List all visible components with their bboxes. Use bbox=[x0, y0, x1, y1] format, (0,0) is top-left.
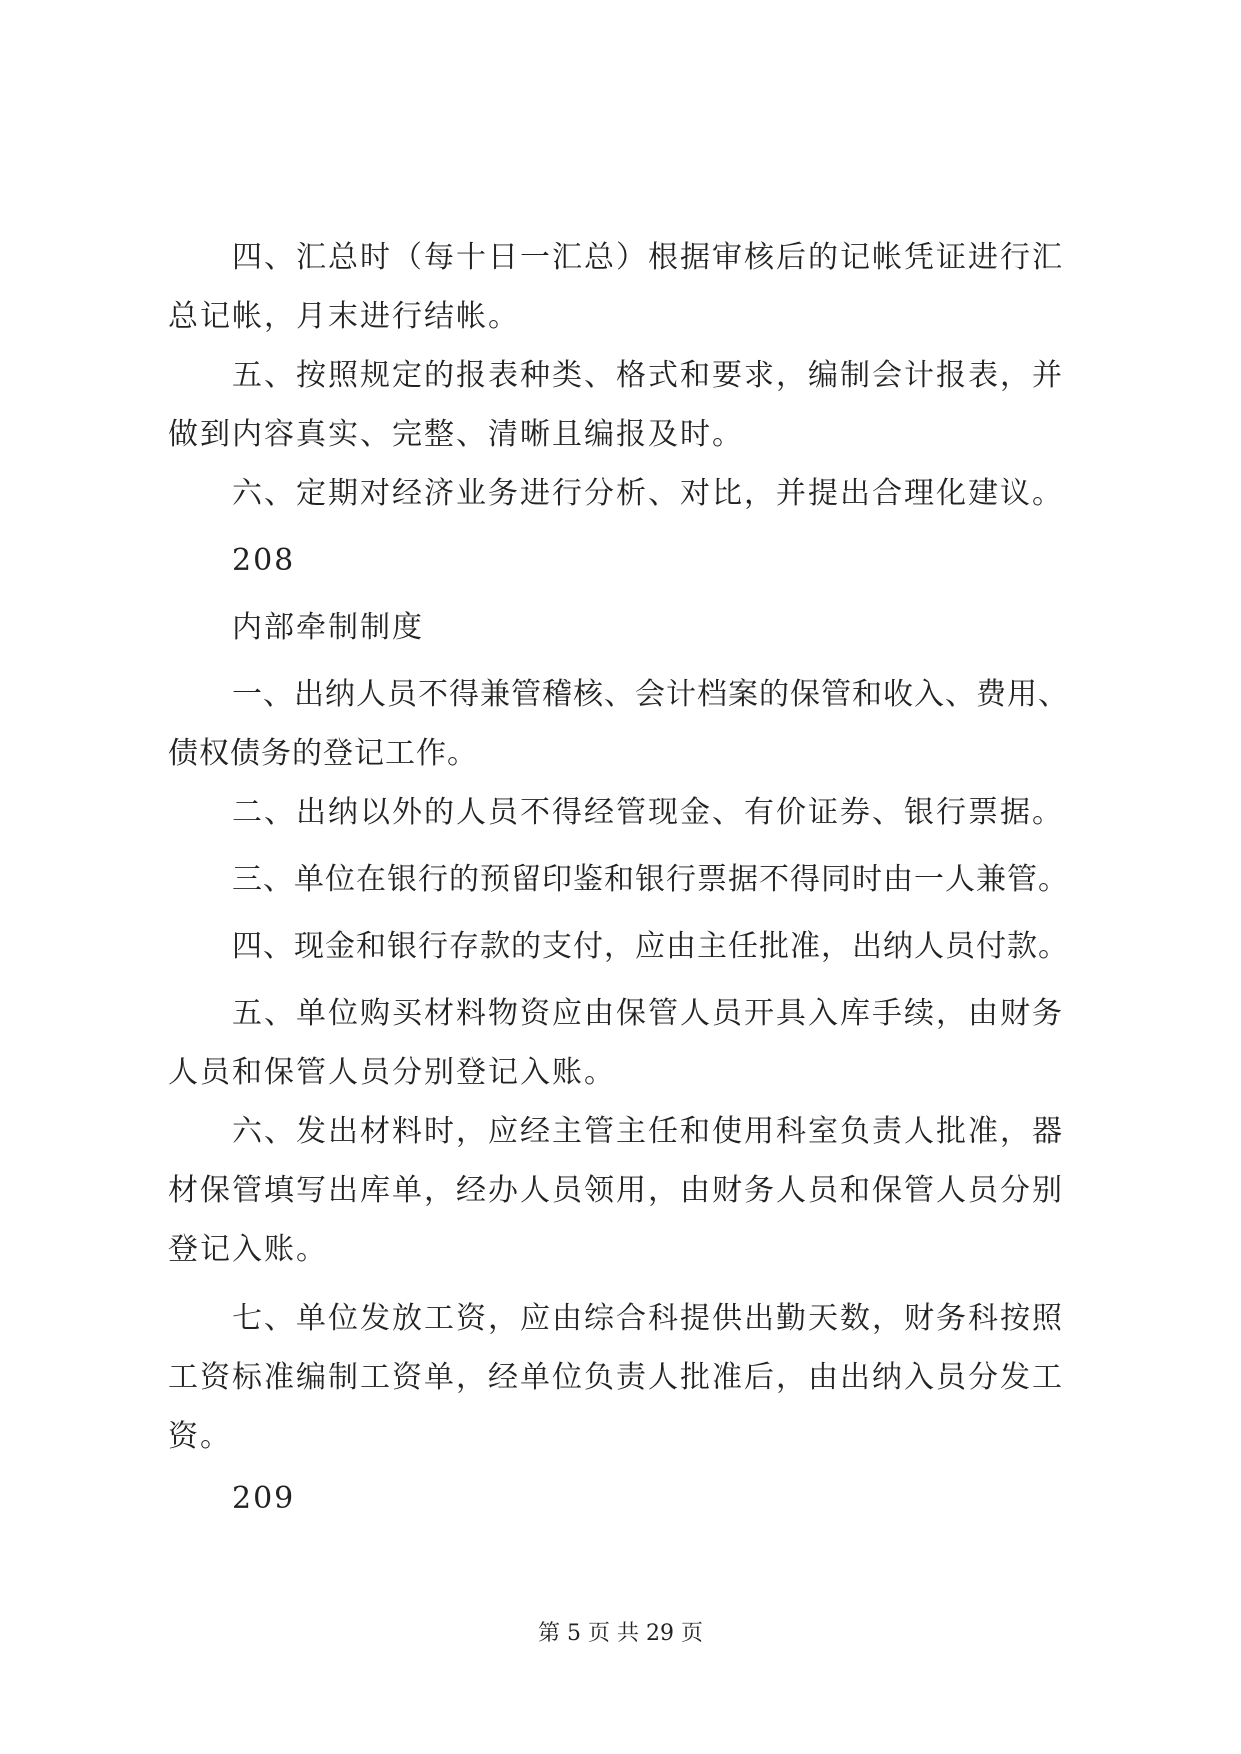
paragraph-material-purchase: 五、单位购买材料物资应由保管人员开具入库手续，由财务人员和保管人员分别登记入账。 bbox=[168, 996, 1064, 1090]
paragraph-payroll: 七、单位发放工资，应由综合科提供出勤天数，财务科按照工资标准编制工资单，经单位负责人批准后，由出纳入员分发工资。 bbox=[168, 1301, 1064, 1454]
page-footer: 第 5 页 共 29 页 bbox=[538, 1621, 703, 1646]
paragraph-cash-handling: 二、出纳以外的人员不得经管现金、有价证券、银行票据。 bbox=[232, 795, 1064, 830]
paragraph-bank-seals: 三、单位在银行的预留印鉴和银行票据不得同时由一人兼管。 bbox=[232, 862, 1069, 897]
paragraph-payment-approval: 四、现金和银行存款的支付，应由主任批准，出纳人员付款。 bbox=[232, 929, 1069, 964]
section-heading-internal-control: 内部牵制制度 bbox=[232, 610, 424, 645]
page-marker-209: 209 bbox=[232, 1481, 296, 1516]
paragraph-economic-analysis: 六、定期对经济业务进行分析、对比，并提出合理化建议。 bbox=[232, 476, 1064, 511]
paragraph-cashier-restrictions: 一、出纳人员不得兼管稽核、会计档案的保管和收入、费用、债权债务的登记工作。 bbox=[168, 677, 1069, 771]
page-marker-208: 208 bbox=[232, 543, 296, 578]
paragraph-material-issue: 六、发出材料时，应经主管主任和使用科室负责人批准，器材保管填写出库单，经办人员领用，由财务人员和保管人员分别登记入账。 bbox=[168, 1114, 1064, 1267]
paragraph-financial-reports: 五、按照规定的报表种类、格式和要求，编制会计报表，并做到内容真实、完整、清晰且编报及时。 bbox=[168, 358, 1064, 452]
paragraph-summary-bookkeeping: 四、汇总时（每十日一汇总）根据审核后的记帐凭证进行汇总记帐，月末进行结帐。 bbox=[168, 240, 1064, 334]
